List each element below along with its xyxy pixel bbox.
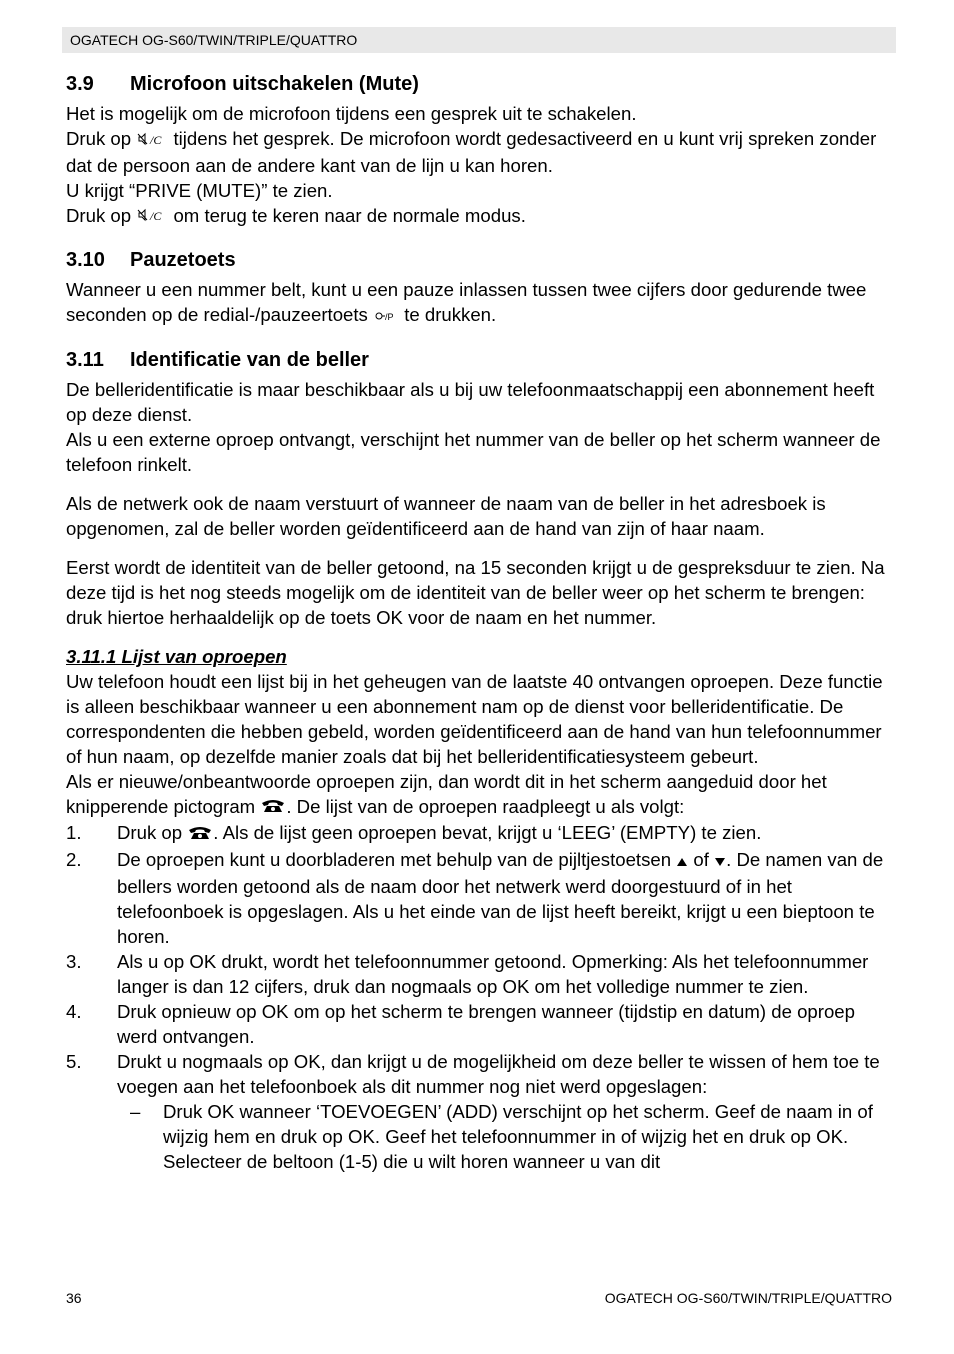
paragraph: Als er nieuwe/onbeantwoorde oproepen zijn, dan wordt dit in het scherm aangeduid door het knipperende pictogram . De lijst van de oproepen raadpleegt u als volgt: (66, 769, 896, 821)
svg-text:/P: /P (385, 311, 394, 322)
svg-text:/C: /C (150, 132, 162, 147)
section-heading-3-10 (66, 248, 896, 273)
header-title: OGATECH OG-S60/TWIN/TRIPLE/QUATTRO (70, 32, 358, 48)
section-title: Pauzetoets (130, 249, 236, 272)
section-title: Microfoon uitschakelen (Mute) (130, 73, 419, 95)
paragraph: Uw telefoon houdt een lijst bij in het geheugen van de laatste 40 ontvangen oproepen. Deze functie is alleen beschikbaar wanneer u een abonnement nam op de dienst voor belleridentificatie. De correspondenten die hebben gebeld, worden geïdentificeerd aan de hand van hun telefoonnummer of hun naam, op dezelfde manier zoals dat bij het belleridentificatiesysteem gebeurt. (66, 670, 883, 767)
paragraph: Eerst wordt de identiteit van de beller getoond, na 15 seconden krijgt u de gespreksduur te zien. Na deze tijd is het nog steeds mogelijk om de identiteit van de beller weer op het scherm te brengen: druk hiertoe herhaaldelijk op de toets OK voor de naam en het nummer. (66, 556, 885, 628)
page-content (66, 72, 896, 1174)
redial-pause-key-icon (373, 304, 399, 329)
section-number: 3.11 (66, 348, 104, 371)
section-title: Identificatie van de beller (130, 348, 369, 371)
list-item: 5. Drukt u nogmaals op OK, dan krijgt u de mogelijkheid om deze beller te wissen of hem toe te voegen aan het telefoonboek als dit nummer nog niet werd opgeslagen: – Druk OK wanneer ‘TOEVOEGEN’ (ADD) verschijnt op het scherm. Geef de naam in of wijzig hem en druk op OK. Geef het telefoonnummer in of wijzig het en druk op OK. Selecteer de beltoon (1-5) die u wilt horen wanneer u van dit (66, 1049, 896, 1174)
subsection-heading: 3.11.1 Lijst van oproepen (66, 645, 287, 667)
call-list-phone-icon (260, 795, 286, 820)
section-number: 3.10 (66, 249, 105, 272)
list-item: – Druk OK wanneer ‘TOEVOEGEN’ (ADD) verschijnt op het scherm. Geef de naam in of wijzig hem en druk op OK. Geef het telefoonnummer in of wijzig het en druk op OK. Selecteer de beltoon (1-5) die u wilt horen wanneer u van dit (130, 1100, 873, 1172)
page-number: 36 (66, 1290, 82, 1306)
paragraph: Als de netwerk ook de naam verstuurt of wanneer de naam van de beller in het adresboek is opgenomen, zal de beller worden geïdentificeerd aan de hand van zijn of haar naam. (66, 492, 826, 539)
call-list-steps (66, 820, 896, 1173)
section-heading-3-11 (66, 348, 896, 373)
paragraph: Druk op /C tijdens het gesprek. De microfoon wordt gedesactiveerd en u kunt vrij spreken zonder dat de persoon aan de andere kant van de lijn u kan horen. (66, 128, 877, 176)
paragraph: U krijgt “PRIVE (MUTE)” te zien. (66, 179, 333, 201)
paragraph: Als u een externe oproep ontvangt, verschijnt het nummer van de beller op het scherm wanneer de telefoon rinkelt. (66, 428, 881, 475)
paragraph: Wanneer u een nummer belt, kunt u een pauze inlassen tussen twee cijfers door gedurende twee seconden op de redial-/pauzeertoets /P te drukken. (66, 277, 896, 329)
list-item: 3. Als u op OK drukt, wordt het telefoonnummer getoond. Opmerking: Als het telefoonnummer langer is dan 12 cijfers, druk dan nogmaals op OK om het volledige nummer te zien. (66, 950, 869, 997)
paragraph: Het is mogelijk om de microfoon tijdens een gesprek uit te schakelen. (66, 103, 637, 124)
list-item: 2. De oproepen kunt u doorbladeren met behulp van de pijltjestoetsen of . De namen van de bellers worden getoond als de naam door het netwerk werd doorgestuurd of in het telefoonboek is opgeslagen. Als u het einde van de lijst heeft bereikt, krijgt u een bieptoon te horen. (66, 848, 884, 947)
arrow-down-key-icon (714, 849, 726, 874)
call-list-phone-icon (187, 822, 213, 847)
list-item: 1. Druk op . Als de lijst geen oproepen bevat, krijgt u ‘LEEG’ (EMPTY) te zien. (66, 820, 896, 847)
svg-text:/C: /C (150, 209, 162, 224)
running-header (62, 27, 896, 53)
section-number: 3.9 (66, 73, 94, 95)
list-item: 4. Druk opnieuw op OK om op het scherm te brengen wanneer (tijdstip en datum) de oproep werd ontvangen. (66, 1000, 855, 1047)
section-heading-3-9 (66, 72, 896, 97)
mute-clear-key-icon (136, 204, 168, 229)
mute-clear-key-icon (136, 128, 168, 153)
sub-list (117, 1099, 896, 1174)
arrow-up-key-icon (676, 849, 688, 874)
paragraph: De belleridentificatie is maar beschikbaar als u bij uw telefoonmaatschappij een abonnement heeft op deze dienst. (66, 378, 875, 425)
paragraph: Druk op /C om terug te keren naar de normale modus. (66, 203, 896, 230)
footer-title: OGATECH OG-S60/TWIN/TRIPLE/QUATTRO (604, 1290, 892, 1306)
